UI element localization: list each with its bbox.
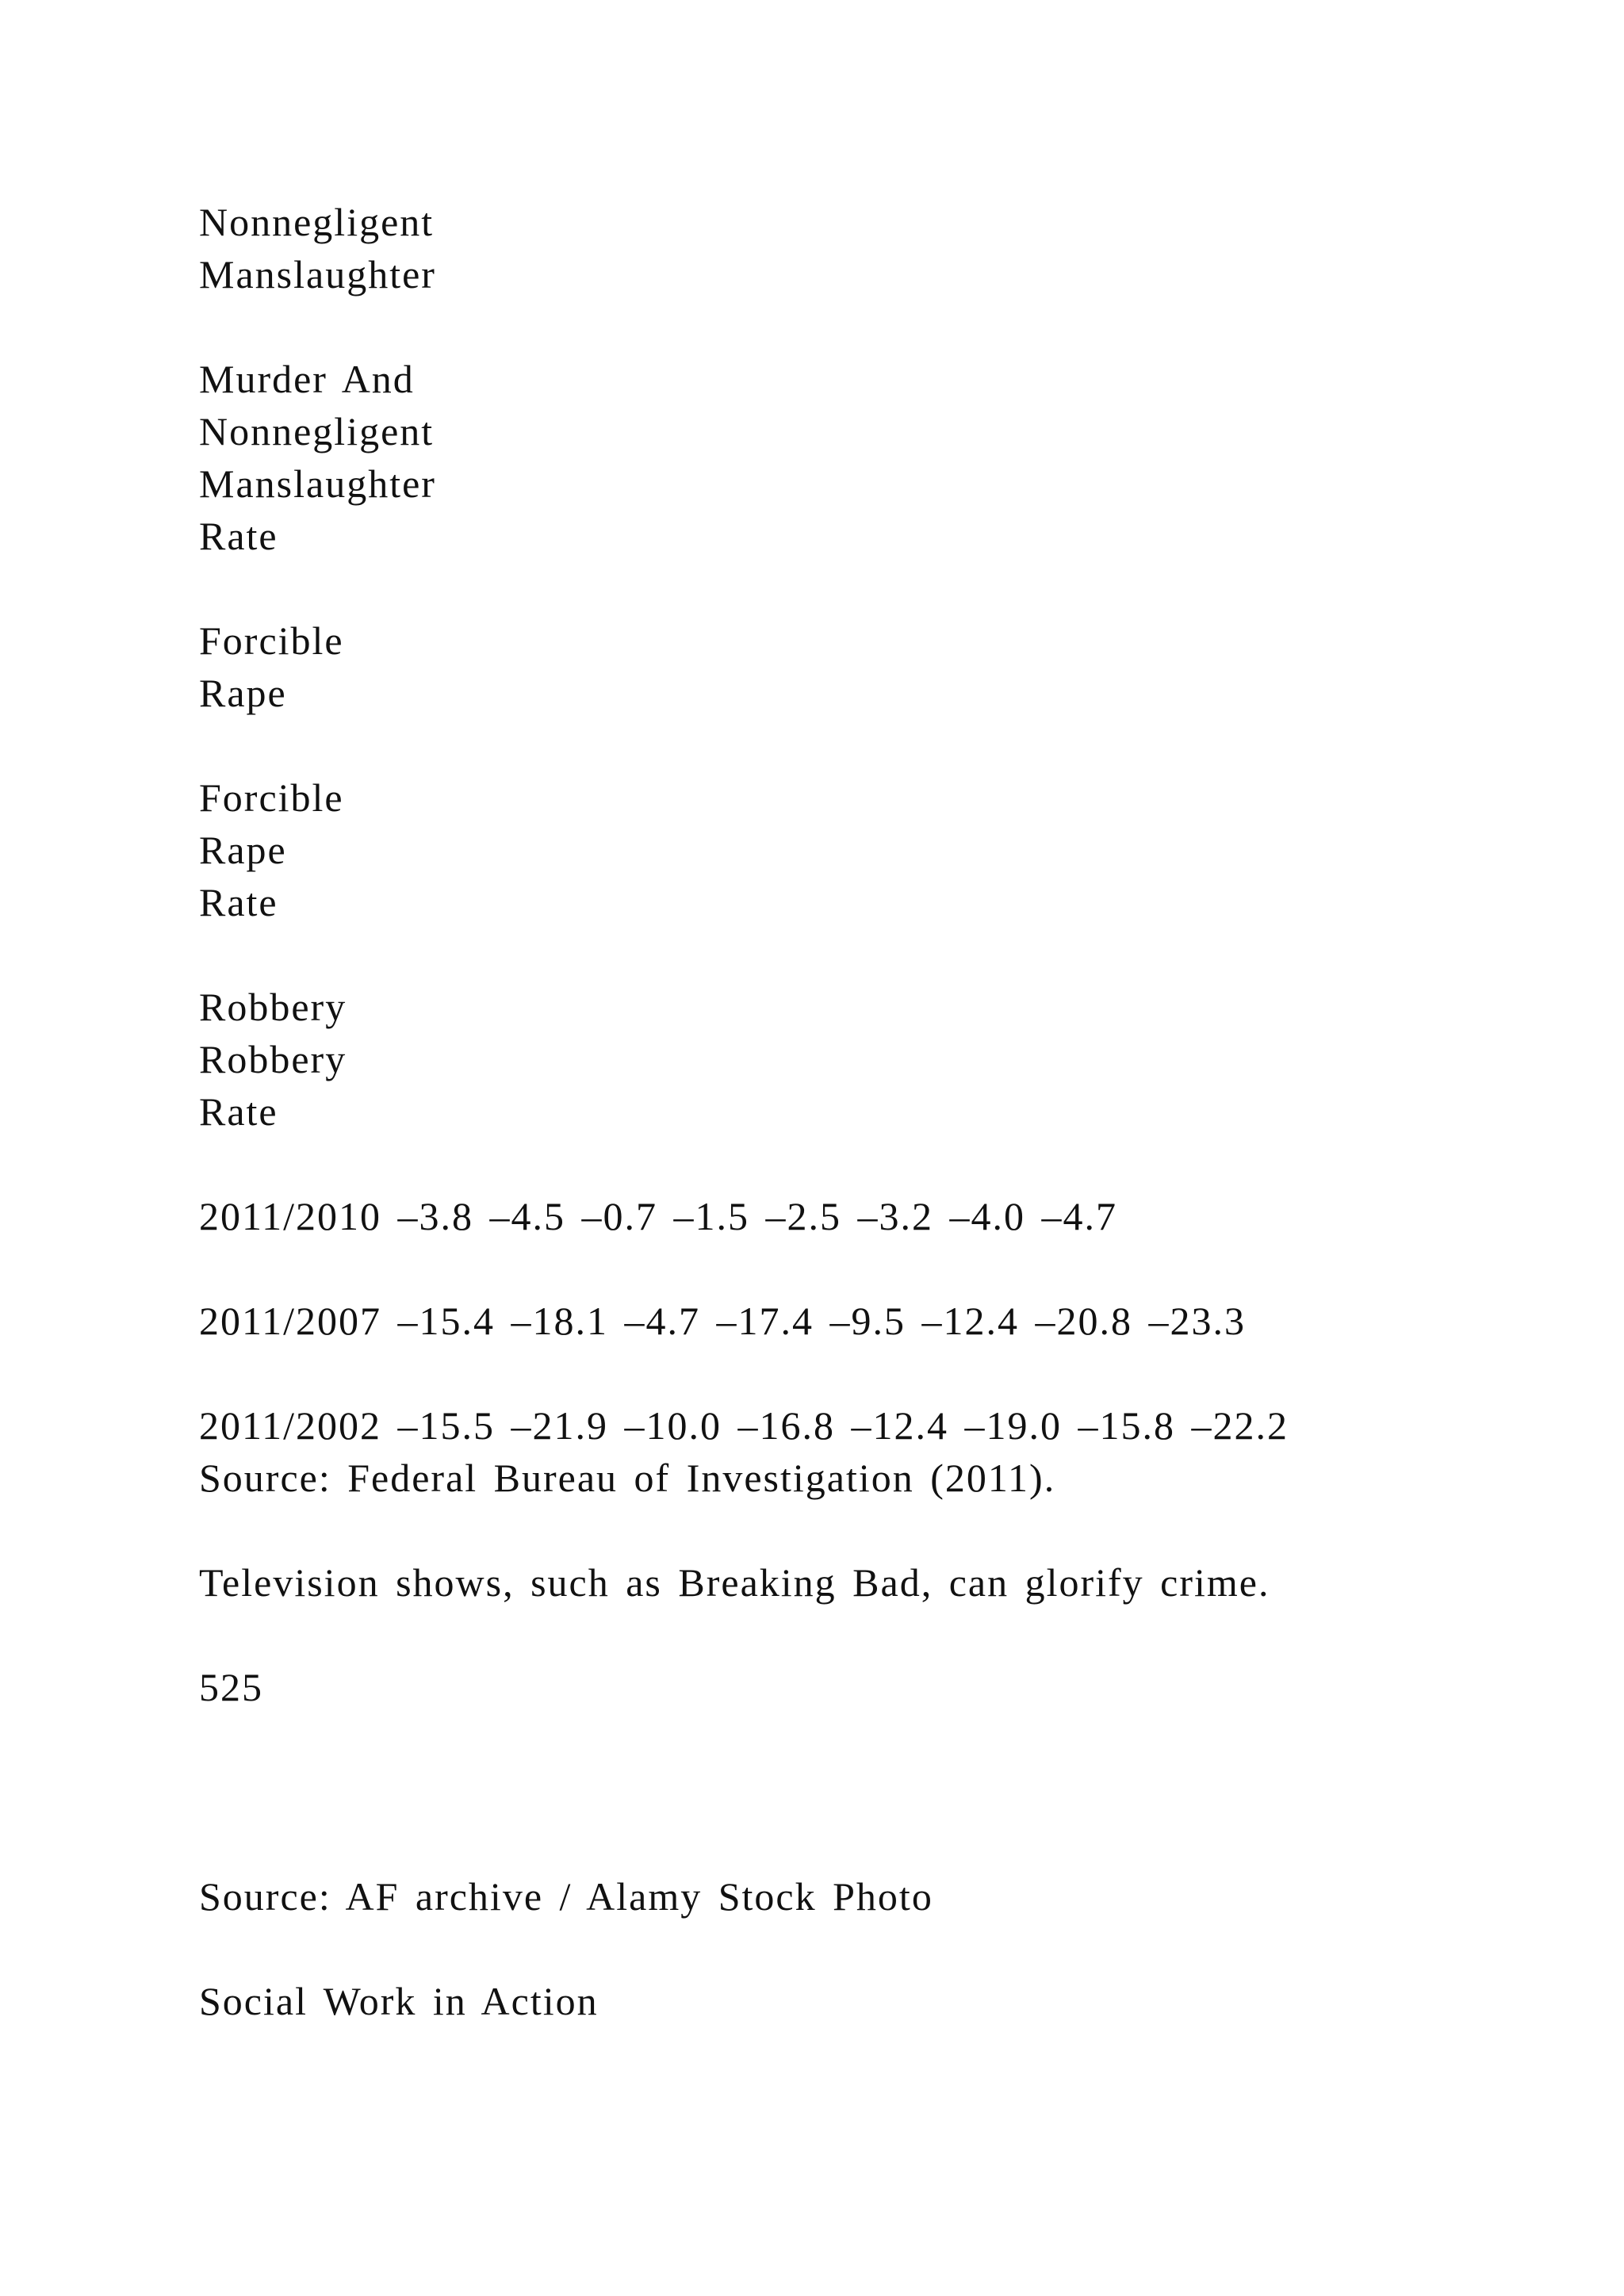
table-row bbox=[199, 1399, 1289, 1452]
column-header-line: Rape bbox=[199, 828, 287, 872]
row-value: –0.7 bbox=[581, 1194, 658, 1238]
column-header-line: Forcible bbox=[199, 618, 344, 663]
row-label: 2011/2002 bbox=[199, 1403, 382, 1448]
column-header-line: Nonnegligent bbox=[199, 409, 435, 453]
row-value: –20.8 bbox=[1035, 1299, 1133, 1343]
row-value: –9.5 bbox=[829, 1299, 906, 1343]
table-row bbox=[199, 1190, 1117, 1242]
page-number: 525 bbox=[199, 1665, 263, 1709]
row-value: –19.0 bbox=[964, 1403, 1063, 1448]
row-value: –16.8 bbox=[737, 1403, 836, 1448]
row-value: –15.4 bbox=[397, 1299, 496, 1343]
row-value: –12.4 bbox=[851, 1403, 949, 1448]
table-source-note: Source: Federal Bureau of Investigation (2011). bbox=[199, 1456, 1056, 1500]
row-label: 2011/2010 bbox=[199, 1194, 382, 1238]
row-value: –10.0 bbox=[624, 1403, 722, 1448]
column-header-line: Rate bbox=[199, 514, 278, 558]
row-value: –15.5 bbox=[397, 1403, 496, 1448]
column-header-line: Manslaughter bbox=[199, 252, 436, 297]
row-value: –23.3 bbox=[1148, 1299, 1247, 1343]
row-value: –4.7 bbox=[624, 1299, 701, 1343]
row-value: –3.8 bbox=[397, 1194, 474, 1238]
column-header-line: Murder And bbox=[199, 357, 415, 401]
row-value: –12.4 bbox=[921, 1299, 1020, 1343]
row-value: –4.5 bbox=[489, 1194, 566, 1238]
column-header-line: Robbery bbox=[199, 1037, 347, 1081]
row-value: –2.5 bbox=[765, 1194, 842, 1238]
column-header-line: Rate bbox=[199, 1089, 278, 1134]
row-value: –17.4 bbox=[716, 1299, 814, 1343]
row-value: –22.2 bbox=[1191, 1403, 1289, 1448]
row-value: –1.5 bbox=[673, 1194, 750, 1238]
row-value: –4.7 bbox=[1041, 1194, 1118, 1238]
row-value: –3.2 bbox=[857, 1194, 934, 1238]
section-heading: Social Work in Action bbox=[199, 1979, 599, 2023]
photo-source-credit: Source: AF archive / Alamy Stock Photo bbox=[199, 1874, 933, 1919]
column-header-line: Manslaughter bbox=[199, 461, 436, 506]
column-header-line: Nonnegligent bbox=[199, 200, 435, 244]
column-header-line: Rape bbox=[199, 671, 287, 715]
photo-caption: Television shows, such as Breaking Bad, can glorify crime. bbox=[199, 1560, 1270, 1605]
row-value: –21.9 bbox=[511, 1403, 609, 1448]
row-value: –15.8 bbox=[1078, 1403, 1176, 1448]
row-value: –4.0 bbox=[949, 1194, 1026, 1238]
column-header-line: Robbery bbox=[199, 985, 347, 1029]
row-value: –18.1 bbox=[511, 1299, 609, 1343]
column-header-line: Forcible bbox=[199, 775, 344, 820]
column-header-line: Rate bbox=[199, 880, 278, 924]
table-row bbox=[199, 1295, 1246, 1347]
row-label: 2011/2007 bbox=[199, 1299, 382, 1343]
